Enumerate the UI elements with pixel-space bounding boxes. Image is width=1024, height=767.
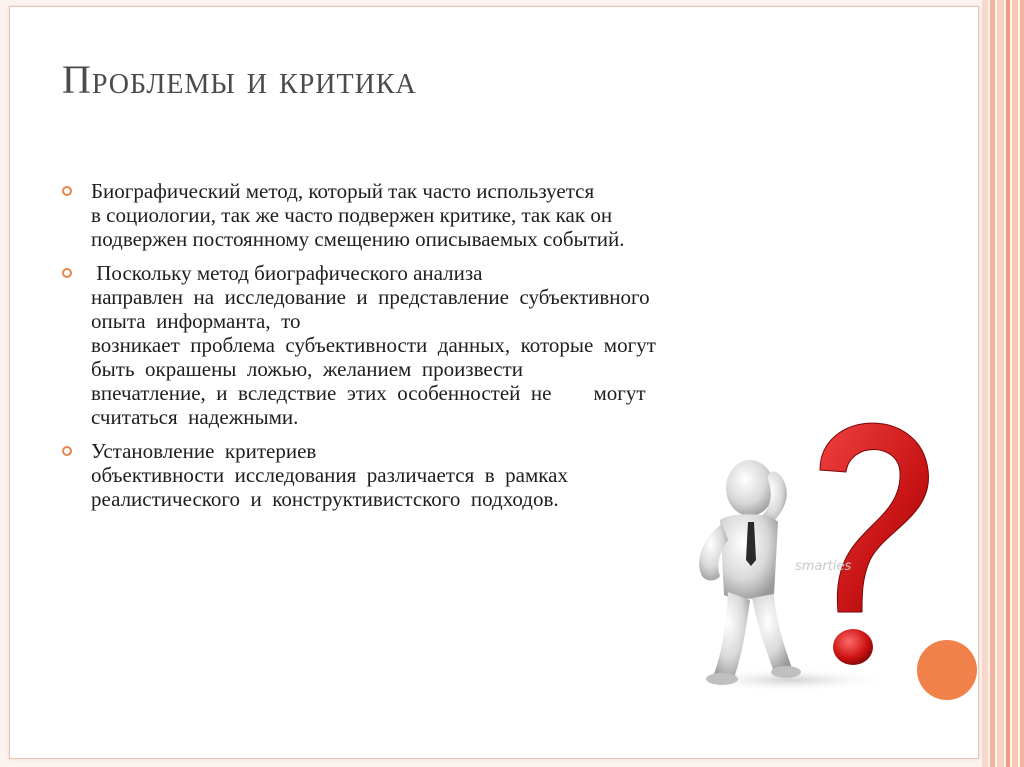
bullet-line: опыта информанта, то [91, 309, 301, 333]
bullet-circle-icon [62, 268, 72, 278]
bullet-line: считаться надежными. [91, 405, 299, 429]
thinking-figure-question-mark-icon [670, 400, 940, 700]
bullet-line: быть окрашены ложью, желанием произвести [91, 357, 523, 381]
bullet-line: реалистического и конструктивистского подходов. [91, 487, 559, 511]
bullet-line: Установление критериев [91, 439, 317, 463]
bullet-line: направлен на исследование и представление субъективного [91, 285, 650, 309]
bullet-circle-icon [62, 446, 72, 456]
bullet-line: Биографический метод, который так часто используется [91, 179, 595, 203]
bullet-line: впечатление, и вследствие этих особенностей не могут [91, 381, 646, 405]
orange-circle-decoration [917, 640, 977, 700]
bullet-line: подвержен постоянному смещению описываемых событий. [91, 227, 625, 251]
bullet-line: возникает проблема субъективности данных, которые могут [91, 333, 656, 357]
bullet-item [62, 179, 862, 251]
bullet-line: объективности исследования различается в рамках [91, 463, 568, 487]
bullet-circle-icon [62, 186, 72, 196]
bullet-line: Поскольку метод биографического анализа [91, 261, 483, 285]
svg-text:smarties: smarties [795, 559, 852, 574]
bullet-line: в социологии, так же часто подвержен критике, так как он [91, 203, 613, 227]
slide-title: Проблемы и критика [62, 57, 417, 102]
decorative-stripes [982, 0, 1024, 767]
